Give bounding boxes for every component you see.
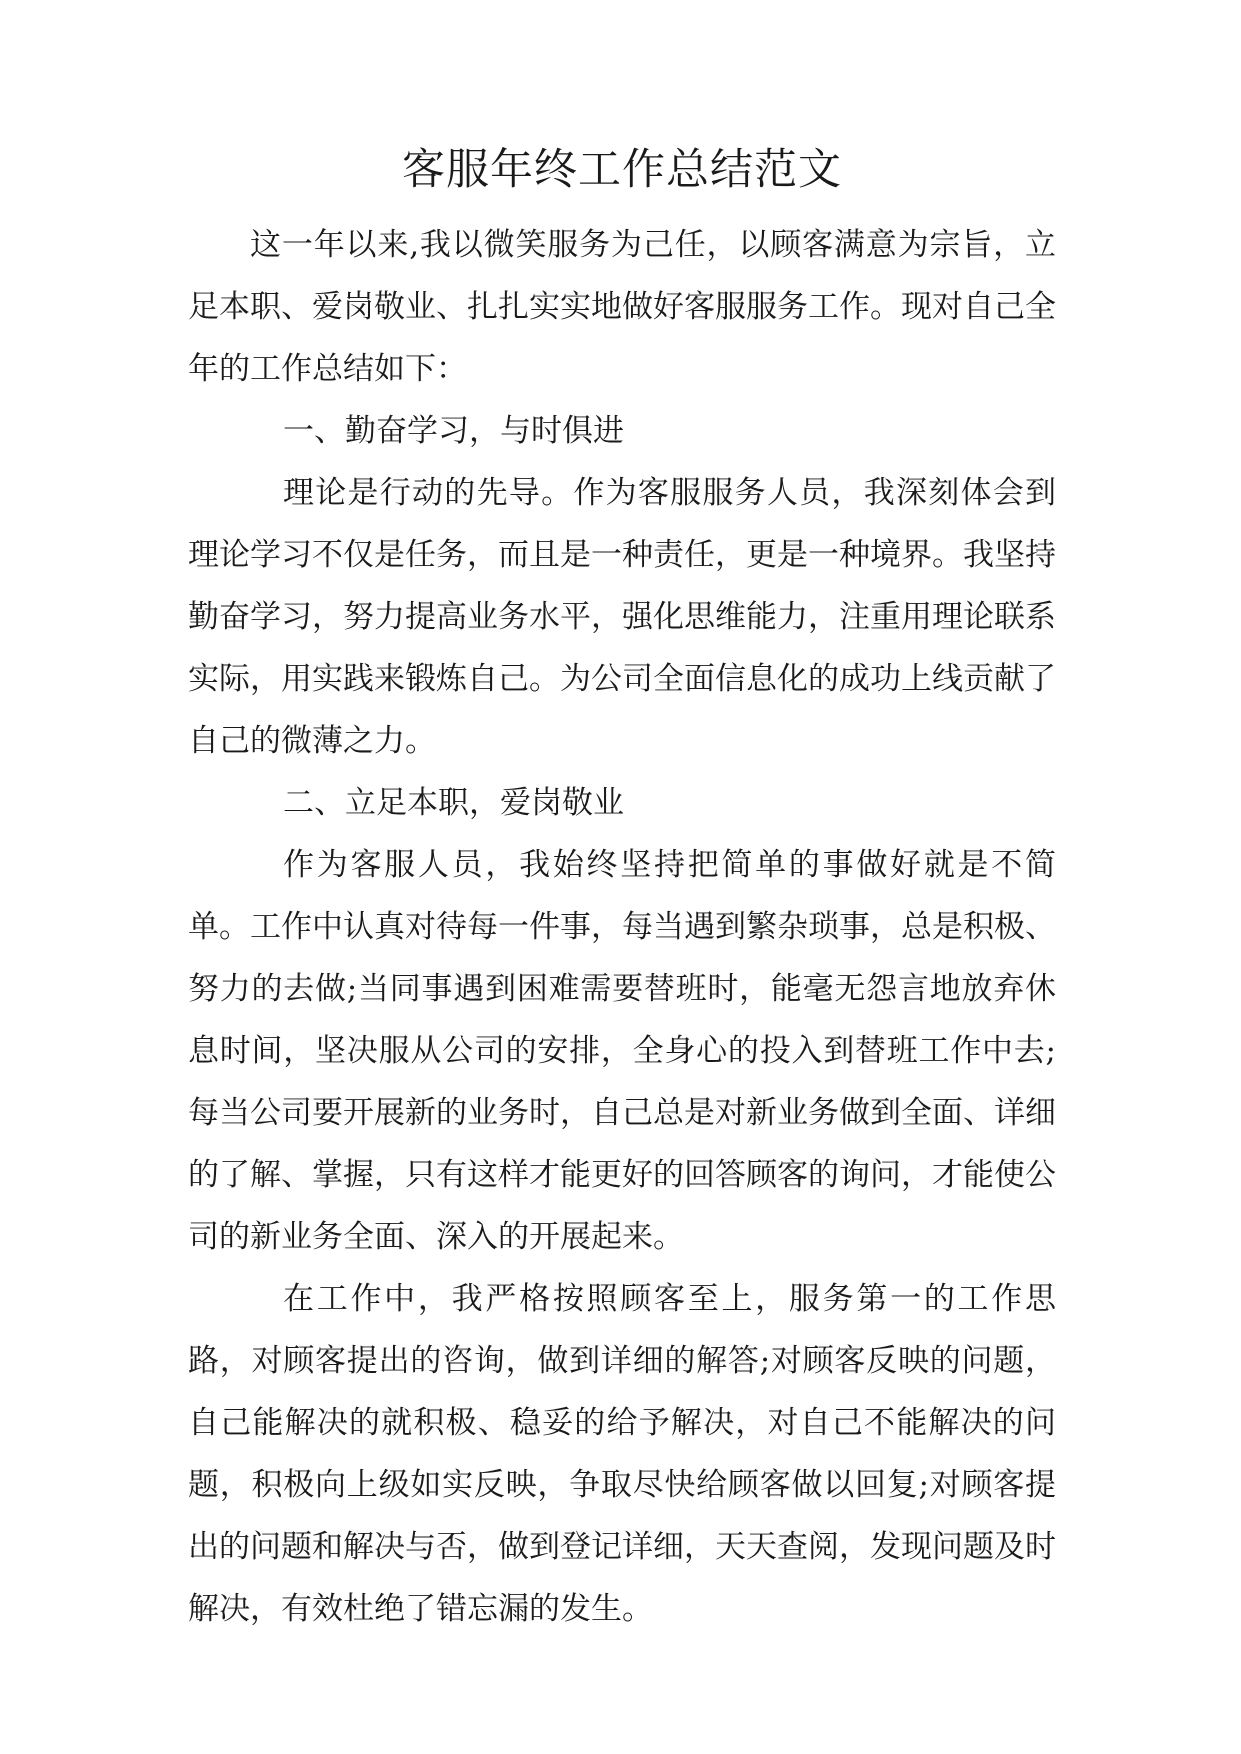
section-heading-1: 一、勤奋学习，与时俱进	[283, 413, 624, 449]
intro-paragraph: 这一年以来,我以微笑服务为己任，以顾客满意为宗旨，立足本职、爱岗敬业、扎扎实实地做好客服服务工作。现对自己全年的工作总结如下：	[188, 227, 1056, 387]
document-page	[188, 130, 1056, 1640]
section-2-paragraph-1: 作为客服人员，我始终坚持把简单的事做好就是不简单。工作中认真对待每一件事，每当遇到繁杂琐事，总是积极、努力的去做;当同事遇到困难需要替班时，能毫无怨言地放弃休息时间，坚决服从公司的安排，全身心的投入到替班工作中去;每当公司要开展新的业务时，自己总是对新业务做到全面、详细的了解、掌握，只有这样才能更好的回答顾客的询问，才能使公司的新业务全面、深入的开展起来。	[188, 847, 1056, 1255]
section-2-paragraph-2: 在工作中，我严格按照顾客至上，服务第一的工作思路，对顾客提出的咨询，做到详细的解答;对顾客反映的问题，自己能解决的就积极、稳妥的给予解决，对自己不能解决的问题，积极向上级如实反映，争取尽快给顾客做以回复;对顾客提出的问题和解决与否，做到登记详细，天天查阅，发现问题及时解决，有效杜绝了错忘漏的发生。	[188, 1281, 1056, 1627]
section-1-paragraph-1: 理论是行动的先导。作为客服服务人员，我深刻体会到理论学习不仅是任务，而且是一种责任，更是一种境界。我坚持勤奋学习，努力提高业务水平，强化思维能力，注重用理论联系实际，用实践来锻炼自己。为公司全面信息化的成功上线贡献了自己的微薄之力。	[188, 475, 1056, 759]
section-heading-2: 二、立足本职，爱岗敬业	[283, 785, 624, 821]
document-title: 客服年终工作总结范文	[402, 145, 842, 195]
